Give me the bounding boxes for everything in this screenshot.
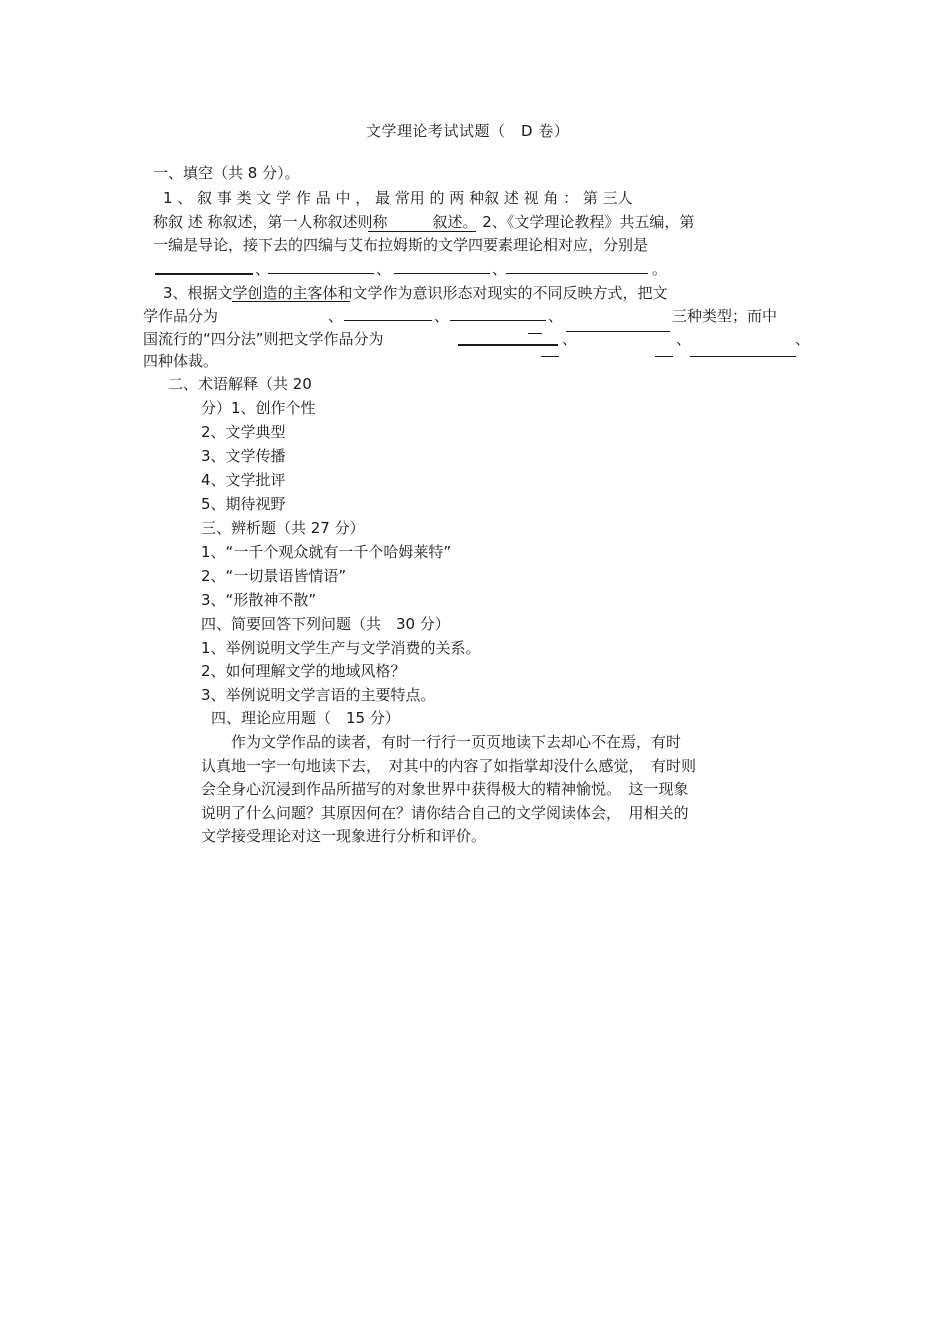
section1-heading: 一、填空（共 8 分）。 xyxy=(153,164,300,182)
blank-line xyxy=(394,273,490,274)
separator: 、 xyxy=(548,307,564,325)
question2-line2: 一编是导论，接下去的四编与艾布拉姆斯的文学四要素理论相对应，分别是 xyxy=(153,236,649,254)
separator: 、 xyxy=(492,260,508,278)
list-item: 5、期待视野 xyxy=(201,495,286,513)
question3-line2-end: 三种类型；而中 xyxy=(672,307,778,325)
blank-line xyxy=(506,273,648,274)
separator: 、 xyxy=(255,260,271,278)
page-title: 文学理论考试试题（ D 卷） xyxy=(366,122,570,140)
separator: 、 xyxy=(795,330,811,348)
separator: 、 xyxy=(434,307,450,325)
list-item: 2、“一切景语皆情语” xyxy=(201,567,347,585)
separator: 、 xyxy=(376,260,392,278)
list-item: 3、文学传播 xyxy=(201,447,286,465)
list-item: 3、举例说明文学言语的主要特点。 xyxy=(201,686,436,704)
blank-line xyxy=(155,273,253,275)
dash-mark xyxy=(528,333,542,334)
list-item: 3、“形散神不散” xyxy=(201,591,317,609)
blank-line xyxy=(541,356,559,357)
paragraph-line: 会全身心沉浸到作品所描写的对象世界中获得极大的精神愉悦。 这一现象 xyxy=(201,780,689,798)
list-item: 2、如何理解文学的地域风格？ xyxy=(201,662,406,680)
blank-line xyxy=(344,320,432,321)
blank-line xyxy=(232,301,350,302)
separator: 、 xyxy=(676,330,692,348)
paragraph-line: 作为文学作品的读者，有时一行行一页页地读下去却心不在焉，有时 xyxy=(231,733,682,751)
question3-line2-start: 学作品分为 xyxy=(143,307,219,325)
question3-line3-start: 国流行的“四分法”则把文学作品分为 xyxy=(143,330,384,348)
section4-heading: 四、简要回答下列问题（共 30 分） xyxy=(201,615,450,633)
question1-line2: 称叙 述 称叙述，第一人称叙述则称 叙述。 2、《文学理论教程》共五编，第 xyxy=(153,213,695,231)
paragraph-line: 文学接受理论对这一现象进行分析和评价。 xyxy=(201,827,487,845)
paragraph-line: 认真地一字一句地读下去， 对其中的内容了如指掌却没什么感觉， 有时则 xyxy=(201,757,697,775)
section2-heading-cont: 分）1、创作个性 xyxy=(201,399,316,417)
blank-line xyxy=(268,273,374,274)
blank-line xyxy=(690,356,796,357)
list-item: 4、文学批评 xyxy=(201,471,286,489)
blank-line xyxy=(458,344,558,346)
blank-line xyxy=(566,331,670,332)
question1-line1: 1 、 叙 事 类 文 学 作 品 中 ， 最 常用 的 两 种叙 述 视 角 ： 第 三人 xyxy=(163,189,633,207)
question3-line1: 3、根据文学创造的主客体和文学作为意识形态对现实的不同反映方式，把文 xyxy=(163,284,668,302)
section2-heading: 二、术语解释（共 20 xyxy=(168,375,312,393)
blank-line xyxy=(368,231,476,232)
list-item: 2、文学典型 xyxy=(201,423,286,441)
blank-line xyxy=(450,320,546,321)
question3-line4: 四种体裁。 xyxy=(143,352,219,370)
separator: 、 xyxy=(328,307,344,325)
section3-heading: 三、辨析题（共 27 分） xyxy=(201,519,365,537)
blank-line xyxy=(655,356,673,357)
list-item: 1、“一千个观众就有一千个哈姆莱特” xyxy=(201,543,452,561)
paragraph-line: 说明了什么问题？其原因何在？请你结合自己的文学阅读体会， 用相关的 xyxy=(201,804,689,822)
section5-heading: 四、理论应用题（ 15 分） xyxy=(211,709,400,727)
list-item: 1、举例说明文学生产与文学消费的关系。 xyxy=(201,639,481,657)
separator: 。 xyxy=(652,260,668,278)
separator: 、 xyxy=(562,330,578,348)
